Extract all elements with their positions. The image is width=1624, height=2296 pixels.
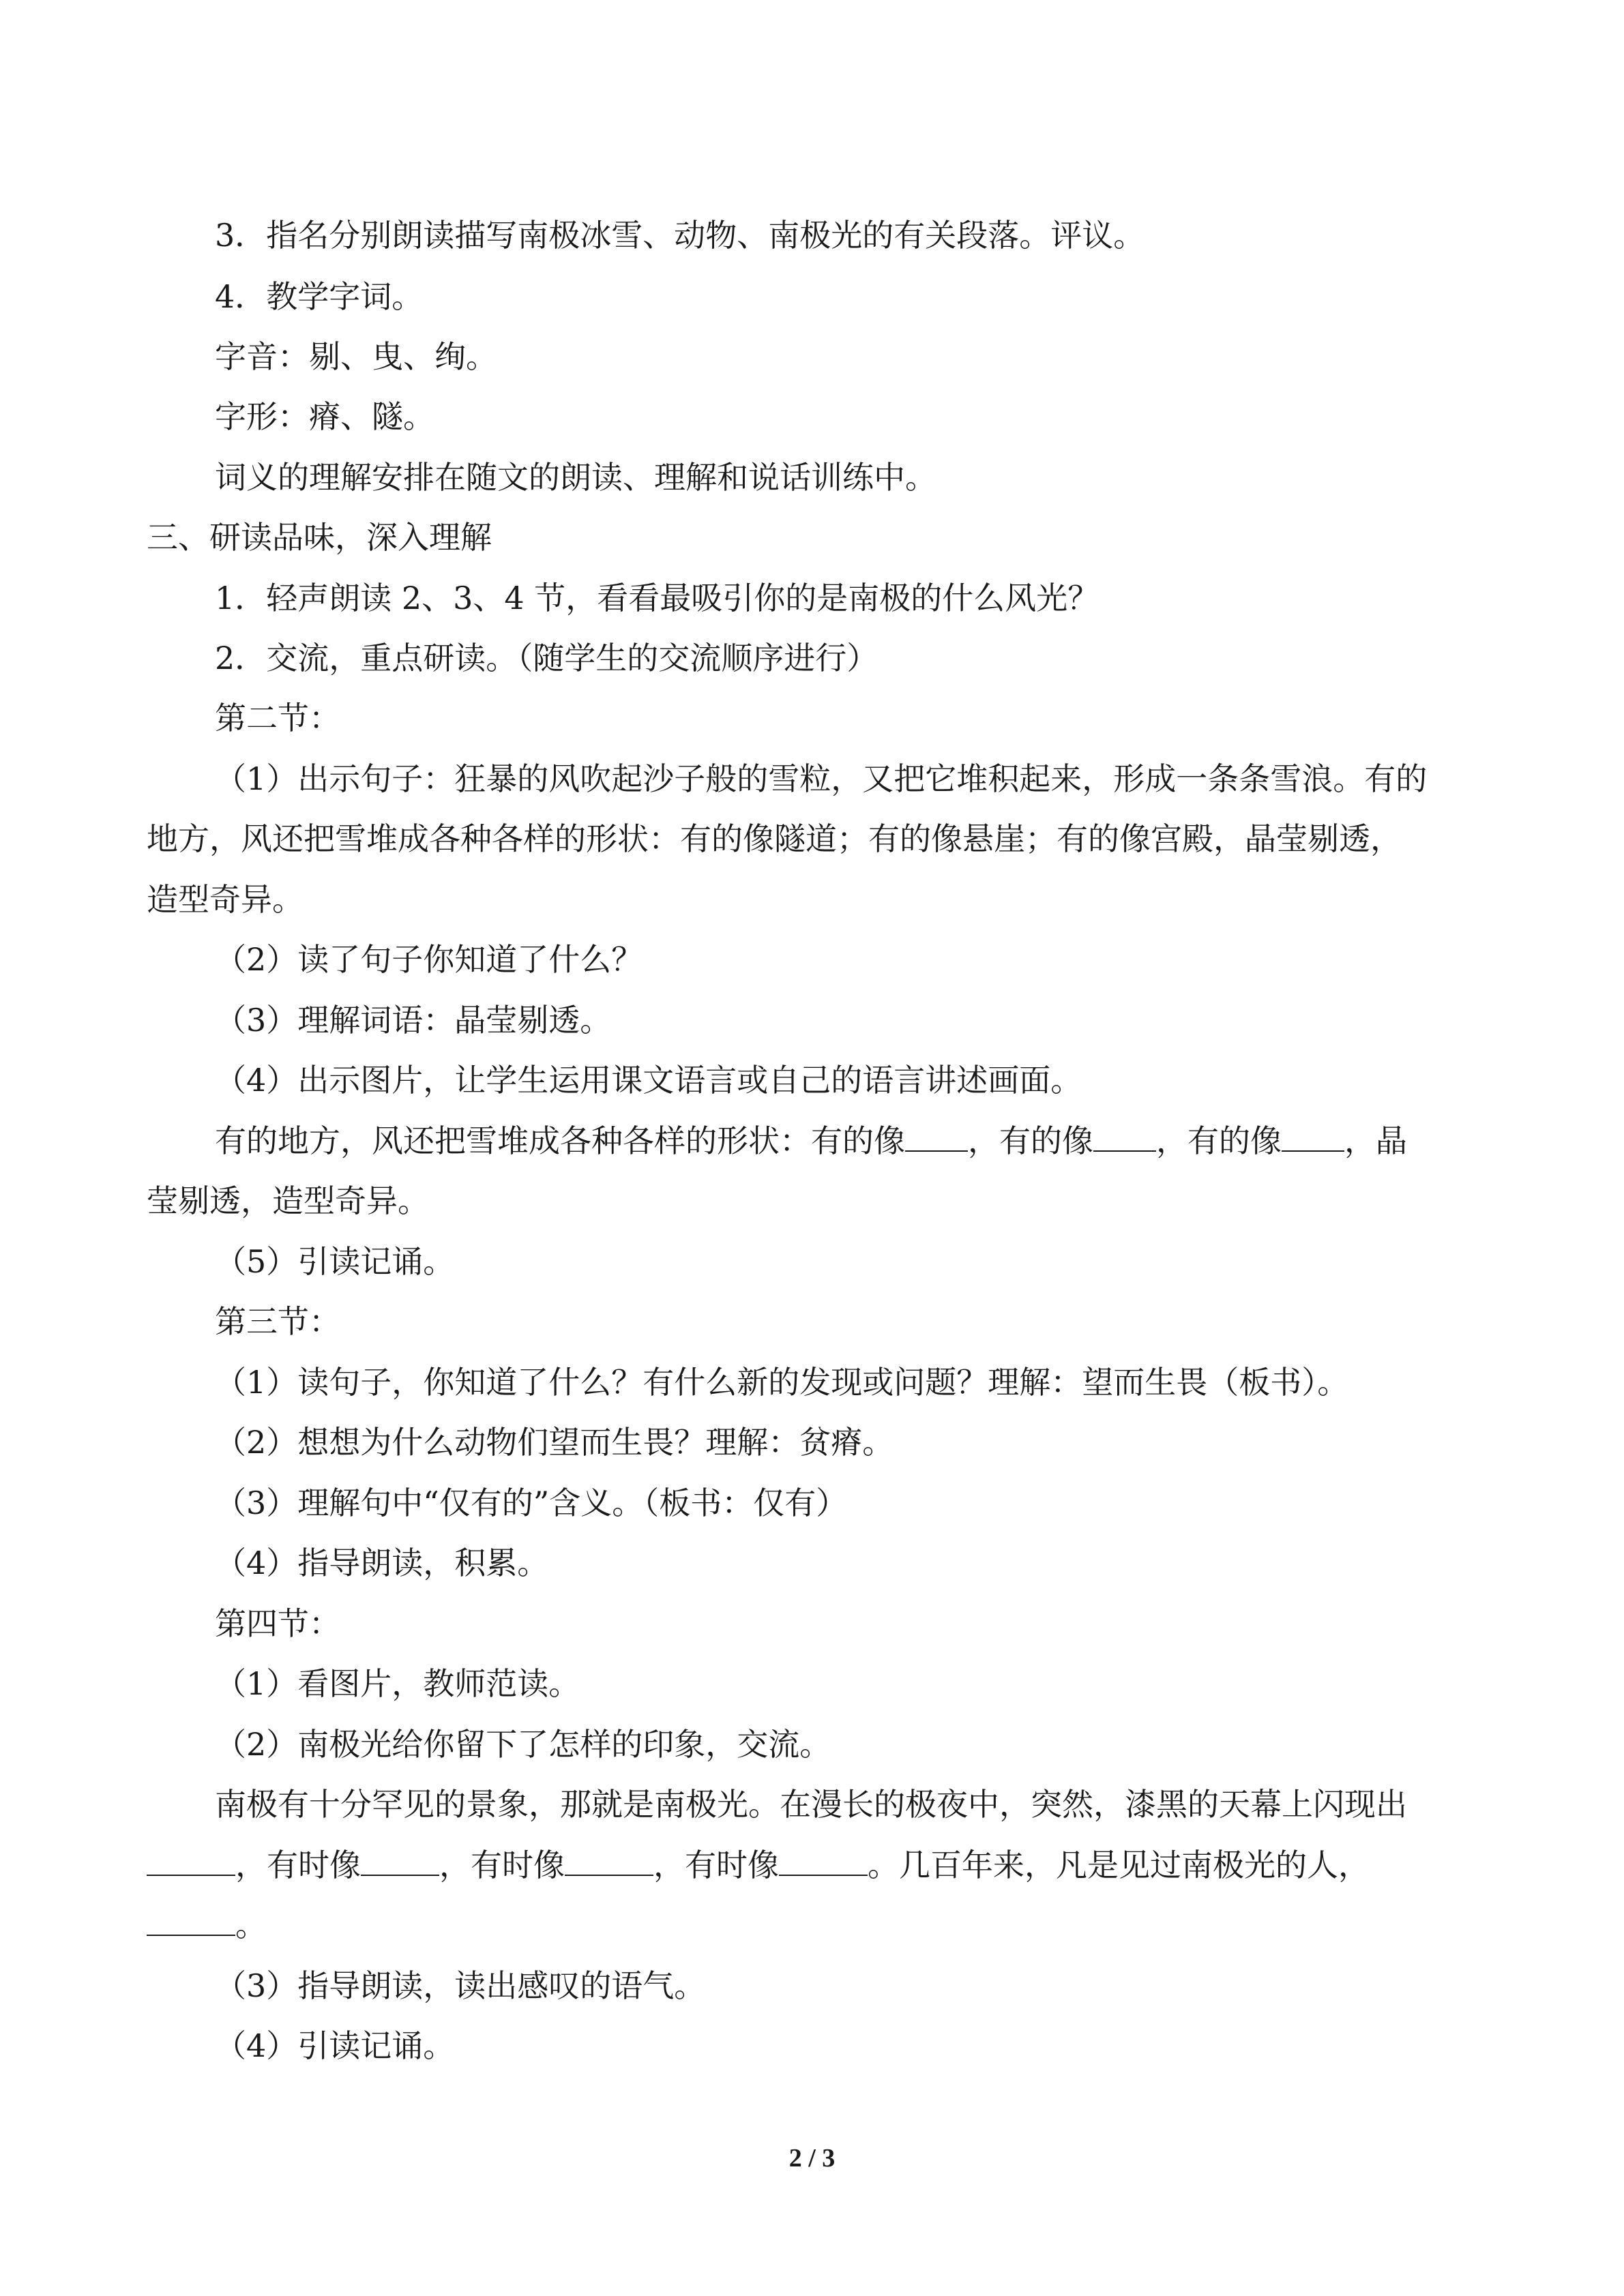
text-line: 词义的理解安排在随文的朗读、理解和说话训练中。 <box>215 459 936 496</box>
text-line: （3）理解词语：晶莹剔透。 <box>215 1002 612 1039</box>
subsection-label: 第三节： <box>215 1303 340 1340</box>
text-line: （4）出示图片，让学生运用课文语言或自己的语言讲述画面。 <box>215 1062 1082 1099</box>
text-line: 1．轻声朗读 2、3、4 节，看看最吸引你的是南极的什么风光？ <box>215 580 1099 616</box>
text-line: （4）引读记诵。 <box>215 2027 455 2064</box>
answer-blank <box>147 1905 235 1936</box>
text-line: 造型奇异。 <box>147 881 304 918</box>
text-line: 3．指名分别朗读描写南极冰雪、动物、南极光的有关段落。评议。 <box>215 217 1145 254</box>
text-line: 莹剔透，造型奇异。 <box>147 1182 429 1219</box>
subsection-label: 第四节： <box>215 1605 340 1642</box>
answer-blank <box>905 1120 968 1152</box>
answer-blank <box>779 1845 868 1876</box>
sentence-fragment: ，有时像 <box>439 1847 565 1883</box>
text-line: （4）指导朗读，积累。 <box>215 1545 549 1581</box>
text-line: （1）读句子，你知道了什么？有什么新的发现或问题？理解：望而生畏（板书）。 <box>215 1364 1349 1401</box>
text-line: （2）想想为什么动物们望而生畏？理解：贫瘠。 <box>215 1424 894 1461</box>
text-line: （1）出示句子：狂暴的风吹起沙子般的雪粒，又把它堆积起来，形成一条条雪浪。有的 <box>215 760 1428 797</box>
text-line: 字形：瘠、隧。 <box>215 398 434 435</box>
answer-blank <box>1282 1120 1344 1152</box>
answer-blank <box>1093 1120 1156 1152</box>
answer-blank <box>147 1845 235 1876</box>
text-line: 字音：剔、曳、绚。 <box>215 338 497 375</box>
sentence-fragment: ，晶 <box>1344 1122 1407 1159</box>
text-line: （1）看图片，教师范读。 <box>215 1665 580 1702</box>
subsection-label: 第二节： <box>215 700 340 736</box>
text-line: （3）指导朗读，读出感叹的语气。 <box>215 1967 706 2004</box>
sentence-fragment: 。几百年来，凡是见过南极光的人， <box>868 1847 1370 1883</box>
text-line: 地方，风还把雪堆成各种各样的形状：有的像隧道；有的像悬崖；有的像宫殿，晶莹剔透， <box>147 820 1402 857</box>
text-line: 南极有十分罕见的景象，那就是南极光。在漫长的极夜中，突然，漆黑的天幕上闪现出 <box>215 1786 1407 1823</box>
page-number: 2 / 3 <box>788 2144 836 2173</box>
answer-blank <box>361 1845 439 1876</box>
text-line: 2．交流，重点研读。（随学生的交流顺序进行） <box>215 640 879 676</box>
fill-in-sentence <box>215 1120 1552 1161</box>
sentence-fragment: ，有的像 <box>1156 1122 1282 1159</box>
section-heading: 三、研读品味，深入理解 <box>147 519 492 556</box>
text-line: （2）南极光给你留下了怎样的印象，交流。 <box>215 1726 831 1763</box>
fill-in-sentence <box>147 1845 1483 1885</box>
text-line: （2）读了句子你知道了什么？ <box>215 941 643 978</box>
sentence-fragment: 。 <box>235 1907 267 1943</box>
text-line: 4．教学字词。 <box>215 278 424 315</box>
text-line: （5）引读记诵。 <box>215 1243 455 1280</box>
fill-in-sentence <box>147 1905 1483 1945</box>
sentence-fragment: ，有时像 <box>653 1847 779 1883</box>
answer-blank <box>565 1845 653 1876</box>
sentence-fragment: ，有的像 <box>968 1122 1093 1159</box>
text-line: （3）理解句中“仅有的”含义。（板书：仅有） <box>215 1485 848 1521</box>
sentence-fragment: 有的地方，风还把雪堆成各种各样的形状：有的像 <box>215 1122 905 1159</box>
sentence-fragment: ，有时像 <box>235 1847 361 1883</box>
